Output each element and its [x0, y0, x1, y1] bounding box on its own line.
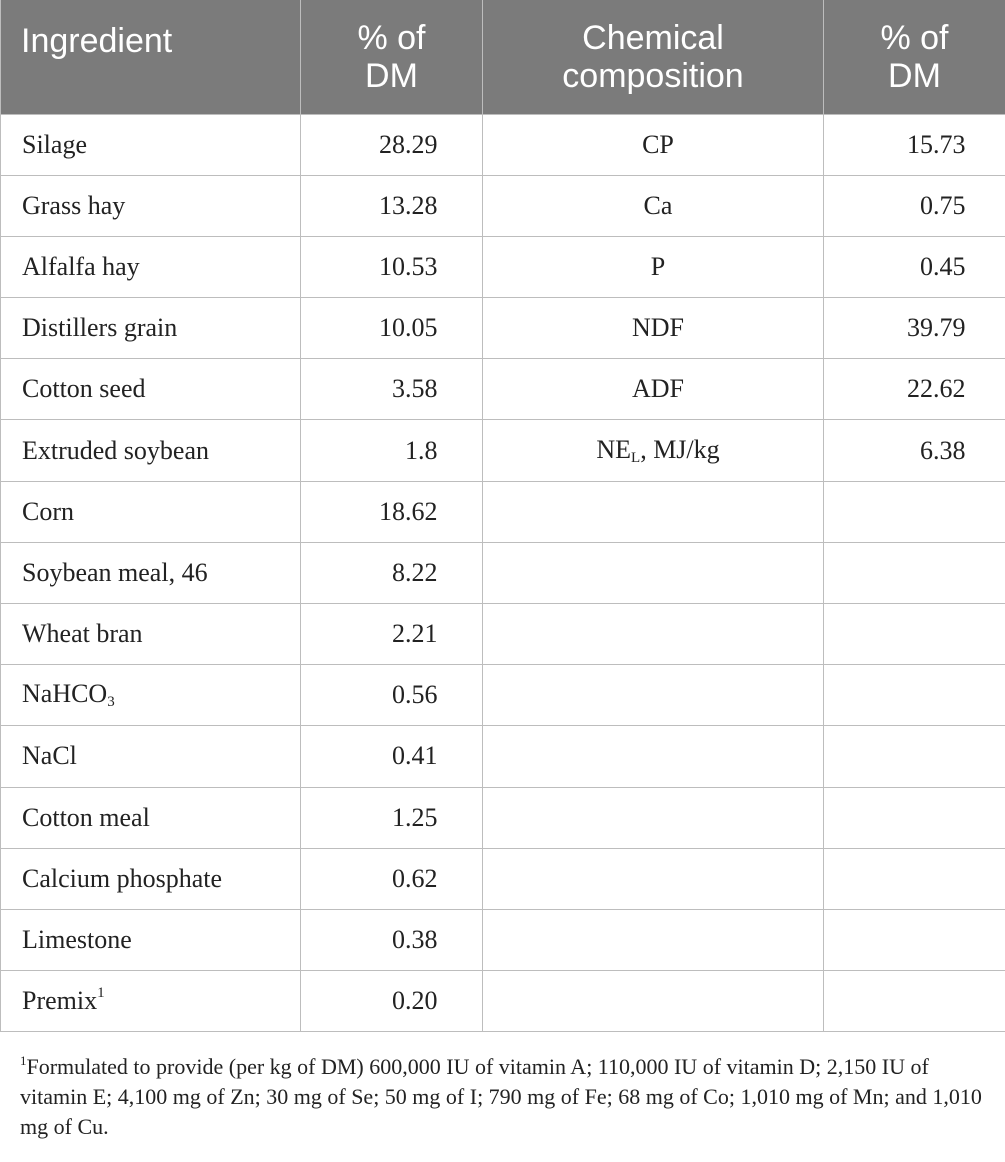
ingredient-cell	[1, 971, 301, 1032]
ingredient-value-cell	[301, 848, 483, 909]
header-pct-dm-2	[824, 0, 1005, 114]
ingredient-value: 10.53	[379, 251, 438, 281]
ingredient-value-cell	[301, 114, 483, 175]
table-row	[1, 848, 1005, 909]
ingredient-value-cell	[301, 298, 483, 359]
ingredient-value-cell	[301, 236, 483, 297]
header-pct-dm-line1: % of	[357, 18, 426, 57]
component-ne-subscript: L	[631, 449, 641, 466]
component-cell: ADF	[483, 359, 824, 420]
ingredient-value-cell	[301, 175, 483, 236]
component-value-cell	[824, 481, 1005, 542]
ingredient-value: 1.25	[392, 802, 438, 832]
ingredient-value: 10.05	[379, 313, 438, 343]
ingredient-cell: Limestone	[1, 909, 301, 970]
ingredient-value: 0.62	[392, 863, 438, 893]
ingredient-nahco3-subscript: 3	[107, 694, 115, 711]
ingredient-value: 28.29	[379, 129, 438, 159]
table-row	[1, 787, 1005, 848]
ingredient-value-cell	[301, 909, 483, 970]
ingredient-cell: Cotton meal	[1, 787, 301, 848]
component-value-cell	[824, 175, 1005, 236]
component-cell	[483, 787, 824, 848]
ingredient-cell: Distillers grain	[1, 298, 301, 359]
ingredient-cell: Corn	[1, 481, 301, 542]
header-pct-dm	[301, 0, 483, 114]
ingredient-value-cell	[301, 971, 483, 1032]
ingredient-cell: Alfalfa hay	[1, 236, 301, 297]
component-value-cell	[824, 420, 1005, 481]
ingredient-value: 0.41	[392, 741, 438, 771]
table-row	[1, 236, 1005, 297]
ingredient-cell: NaCl	[1, 726, 301, 787]
component-cell	[483, 909, 824, 970]
ingredient-value-cell	[301, 481, 483, 542]
component-ne-prefix: NE	[596, 434, 632, 464]
ingredient-premix-label: Premix	[22, 986, 98, 1016]
ingredient-value: 8.22	[392, 557, 438, 587]
component-value-cell	[824, 787, 1005, 848]
ingredient-nahco3-base: NaHCO	[22, 679, 108, 709]
component-value: 6.38	[920, 435, 966, 465]
ingredient-value: 0.38	[392, 925, 438, 955]
header-pct-dm2-line1: % of	[880, 18, 949, 57]
component-value-cell	[824, 298, 1005, 359]
ingredient-cell: Calcium phosphate	[1, 848, 301, 909]
table-header-row	[1, 0, 1005, 114]
header-pct-dm2-line2: DM	[888, 56, 941, 95]
ingredient-value: 3.58	[392, 374, 438, 404]
component-cell	[483, 726, 824, 787]
table-row	[1, 359, 1005, 420]
ingredient-value-cell	[301, 604, 483, 665]
component-cell	[483, 971, 824, 1032]
table-footnote	[20, 1052, 995, 1142]
component-cell: CP	[483, 114, 824, 175]
component-cell	[483, 848, 824, 909]
header-chem-line2: composition	[562, 56, 744, 95]
ingredient-cell: Soybean meal, 46	[1, 542, 301, 603]
ingredient-value-cell	[301, 420, 483, 481]
component-cell	[483, 542, 824, 603]
component-cell: Ca	[483, 175, 824, 236]
ingredient-value: 0.20	[392, 986, 438, 1016]
component-cell	[483, 481, 824, 542]
component-value: 0.45	[920, 251, 966, 281]
component-value: 15.73	[907, 129, 966, 159]
component-cell	[483, 604, 824, 665]
ingredient-cell: Extruded soybean	[1, 420, 301, 481]
component-cell	[483, 420, 824, 481]
component-value: 0.75	[920, 190, 966, 220]
header-chemical-composition	[483, 0, 824, 114]
table-row	[1, 114, 1005, 175]
component-cell: NDF	[483, 298, 824, 359]
table-row	[1, 542, 1005, 603]
component-value-cell	[824, 604, 1005, 665]
component-value-cell	[824, 726, 1005, 787]
ingredient-value: 18.62	[379, 496, 438, 526]
header-pct-dm-line2: DM	[365, 56, 418, 95]
ingredient-cell: Grass hay	[1, 175, 301, 236]
component-cell: P	[483, 236, 824, 297]
component-value-cell	[824, 542, 1005, 603]
ingredient-value: 1.8	[405, 435, 438, 465]
ingredient-cell: Cotton seed	[1, 359, 301, 420]
table-row	[1, 909, 1005, 970]
footnote-text: Formulated to provide (per kg of DM) 600,000 IU of vitamin A; 110,000 IU of vitamin D; 2,150 IU of vitamin E; 4,100 mg of Zn; 30 mg of Se; 50 mg of I; 790 mg of Fe; 68 mg of Co; 1,010 mg of Mn; and 1,010 mg of Cu.	[20, 1054, 982, 1139]
ingredient-value-cell	[301, 665, 483, 726]
component-value-cell	[824, 909, 1005, 970]
table-row	[1, 971, 1005, 1032]
ingredient-cell: Wheat bran	[1, 604, 301, 665]
component-cell	[483, 665, 824, 726]
component-value: 39.79	[907, 313, 966, 343]
table-row	[1, 175, 1005, 236]
component-value-cell	[824, 114, 1005, 175]
component-ne-unit: , MJ/kg	[640, 434, 720, 464]
ingredient-value-cell	[301, 787, 483, 848]
component-value-cell	[824, 971, 1005, 1032]
table-row	[1, 481, 1005, 542]
table-row	[1, 604, 1005, 665]
header-ingredient: Ingredient	[1, 0, 301, 114]
component-value-cell	[824, 359, 1005, 420]
ingredient-value: 13.28	[379, 190, 438, 220]
footnote-marker: 1	[20, 1053, 27, 1068]
component-value-cell	[824, 236, 1005, 297]
ingredient-cell: Silage	[1, 114, 301, 175]
table-row	[1, 726, 1005, 787]
component-value: 22.62	[907, 374, 966, 404]
table-row	[1, 298, 1005, 359]
table-row	[1, 665, 1005, 726]
ingredient-value: 2.21	[392, 619, 438, 649]
ingredient-value-cell	[301, 359, 483, 420]
ingredient-cell	[1, 665, 301, 726]
ingredient-value-cell	[301, 542, 483, 603]
ingredient-value-cell	[301, 726, 483, 787]
footnote-marker: 1	[97, 985, 105, 1002]
table-row	[1, 420, 1005, 481]
header-chem-line1: Chemical	[582, 18, 724, 57]
component-value-cell	[824, 848, 1005, 909]
ingredient-value: 0.56	[392, 680, 438, 710]
component-value-cell	[824, 665, 1005, 726]
